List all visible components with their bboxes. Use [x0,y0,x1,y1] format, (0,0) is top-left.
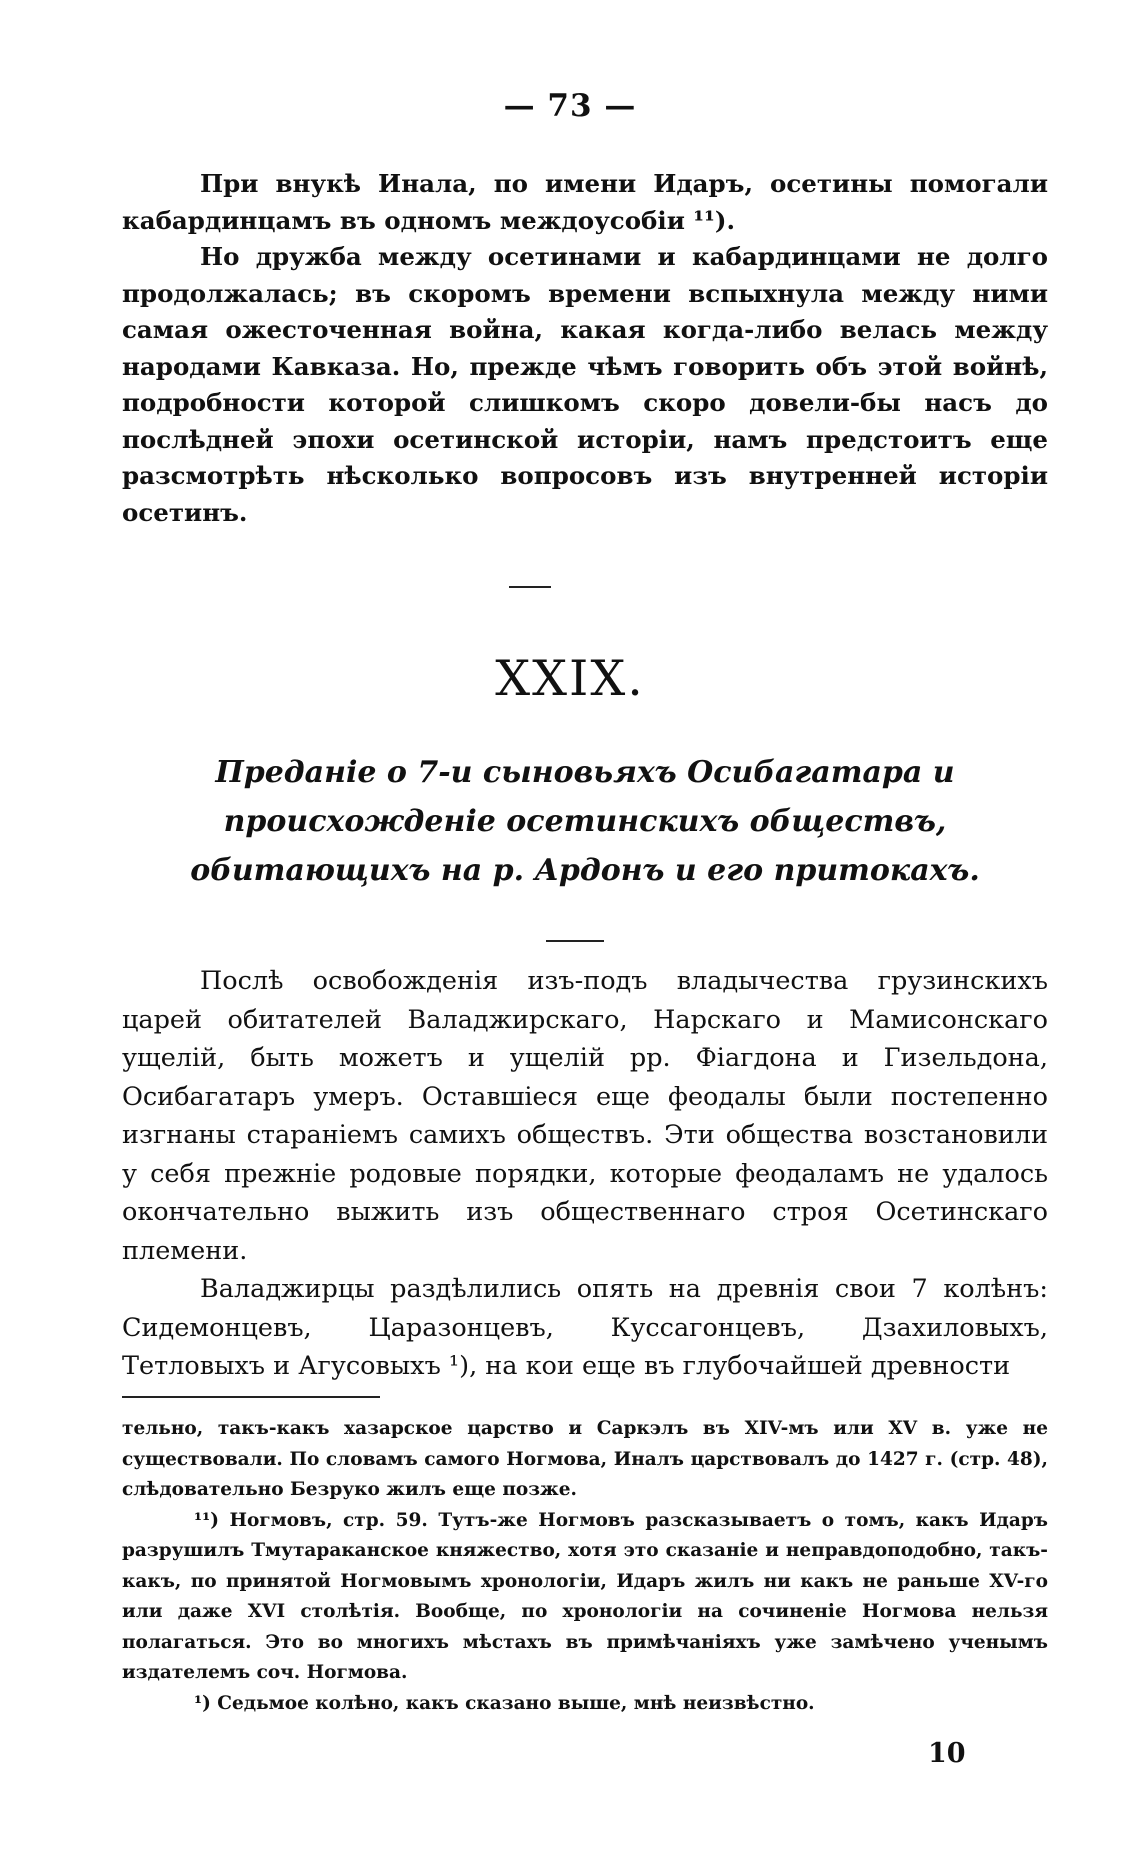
chapter-title: Преданіе о 7-и сыновьяхъ Осибагатара и происхожденіе осетинскихъ обществъ, обитающихъ на р. Ардонъ и его притокахъ. [190,755,980,888]
section-separator [509,586,551,588]
signature-mark: 10 [928,1738,966,1769]
chapter-body [122,962,1048,1386]
paragraph: При внукѣ Инала, по имени Идаръ, осетины помогали кабардинцамъ въ одномъ междоусобіи ¹¹). [122,169,1048,235]
top-text [122,166,1048,531]
footnote-rule [122,1396,380,1398]
paragraph: Но дружба между осетинами и кабардинцами не долго продолжалась; въ скоромъ времени вспыхнула между ними самая ожесточенная война, какая когда-либо велась между народами Кавказа. Но, прежде чѣмъ говорить объ этой войнѣ, подробности которой слишкомъ скоро довели-бы насъ до послѣдней эпохи осетинской исторіи, намъ предстоитъ еще разсмотрѣть нѣсколько вопросовъ изъ внутренней исторіи осетинъ. [122,242,1048,527]
footnote: ¹¹) Ногмовъ, стр. 59. Тутъ-же Ногмовъ разсказываетъ о томъ, какъ Идаръ разрушилъ Тмутараканское княжество, хотя это сказаніе и неправдоподобно, такъ-какъ, по принятой Ногмовымъ хронологіи, Идаръ жилъ ни какъ не раньше XV-го или даже XVI столѣтія. Вообще, по хронологіи на сочиненіе Ногмова нельзя полагаться. Это во многихъ мѣстахъ въ примѣчаніяхъ уже замѣчено ученымъ издателемъ соч. Ногмова. [122,1509,1048,1683]
page-number: — 73 — [503,88,637,124]
paragraph: Послѣ освобожденія изъ-подъ владычества грузинскихъ царей обитателей Валаджирскаго, Нарскаго и Мамисонскаго ущелій, быть можетъ и ущелій рр. Фіагдона и Гизельдона, Осибагатаръ умеръ. Оставшіеся еще феодалы были постепенно изгнаны стараніемъ самихъ обществъ. Эти общества возстановили у себя прежніе родовые порядки, которые феодаламъ не удалось окончательно выжить изъ общественнаго строя Осетинскаго племени. [122,966,1048,1266]
footnote: ¹) Седьмое колѣно, какъ сказано выше, мнѣ неизвѣстно. [194,1692,815,1714]
paragraph: Валаджирцы раздѣлились опять на древнія свои 7 колѣнъ: Сидемонцевъ, Царазонцевъ, Куссагонцевъ, Дзахиловыхъ, Тетловыхъ и Агусовыхъ ¹), на кои еще въ глубочайшей древности [122,1274,1048,1381]
footnote-continuation: тельно, такъ-какъ хазарское царство и Саркэлъ въ XIV-мъ или XV в. уже не существовали. По словамъ самого Ногмова, Иналъ царствовалъ до 1427 г. (стр. 48), слѣдовательно Безруко жилъ еще позже. [122,1418,1048,1500]
chapter-number: XXIX. [495,650,645,707]
footnotes [122,1414,1048,1719]
title-rule [546,940,604,942]
